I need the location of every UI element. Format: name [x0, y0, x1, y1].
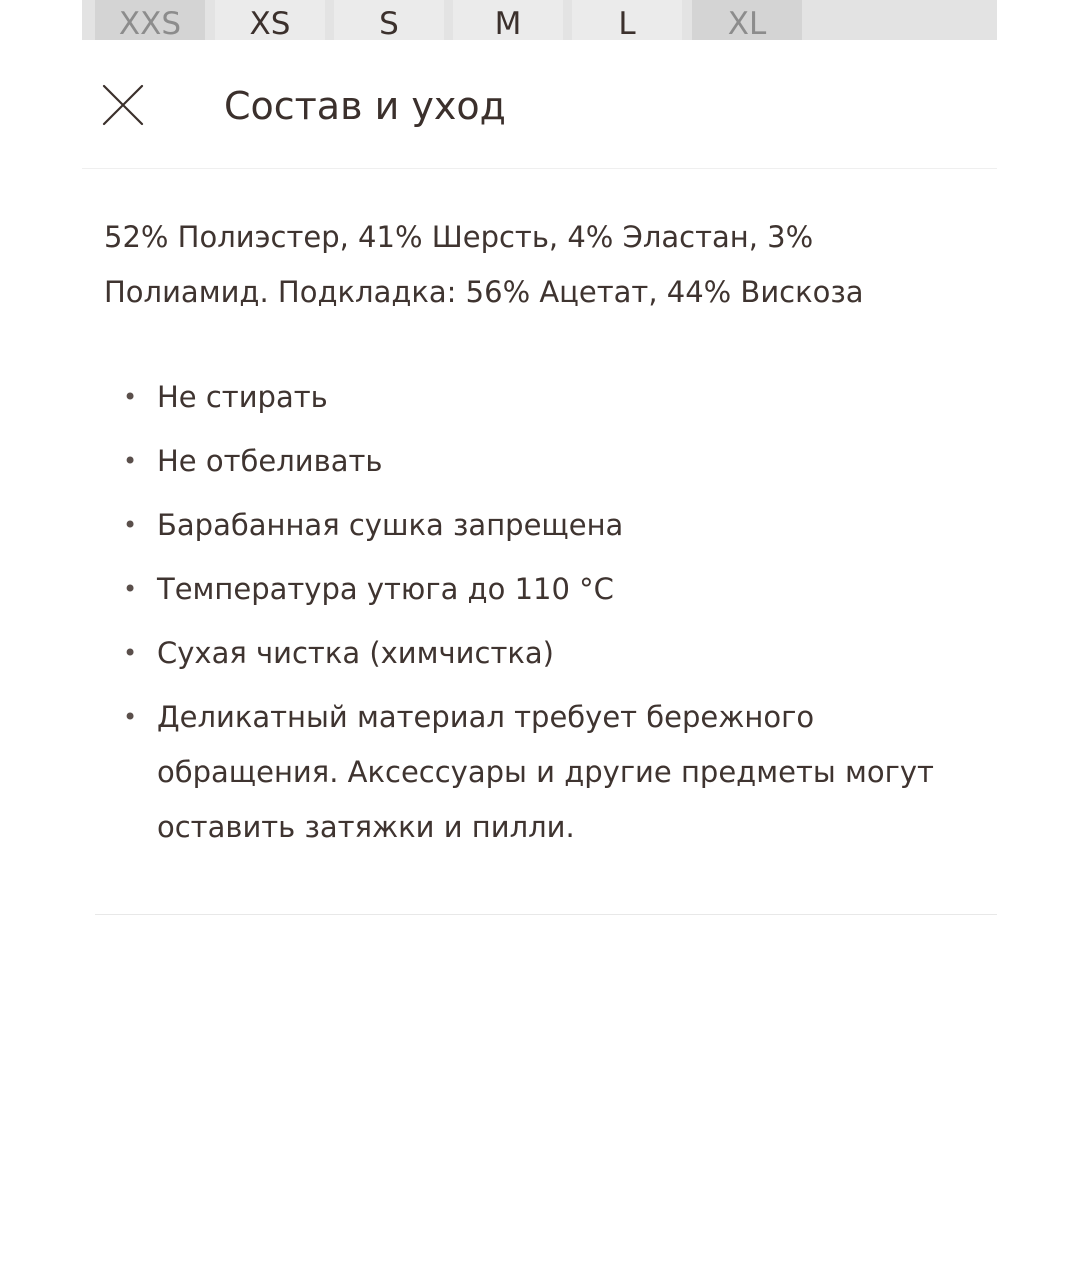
care-item-text: Не отбеливать: [157, 444, 383, 478]
size-option-s[interactable]: S: [334, 0, 444, 40]
size-option-xxs[interactable]: XXS: [95, 0, 205, 40]
size-option-m[interactable]: M: [453, 0, 563, 40]
care-list: [123, 370, 977, 864]
close-icon: [100, 82, 146, 128]
care-item-text: Температура утюга до 110 °C: [157, 572, 614, 606]
care-item: [123, 370, 977, 425]
header-divider: [82, 168, 997, 169]
size-option-l[interactable]: L: [572, 0, 682, 40]
close-button[interactable]: [100, 82, 146, 128]
care-item-text: Деликатный материал требует бережного обращения. Аксессуары и другие предметы могут оставить затяжки и пилли.: [157, 700, 934, 844]
size-option-xl[interactable]: XL: [692, 0, 802, 40]
bullet: •: [123, 511, 138, 539]
care-item: [123, 498, 977, 553]
section-divider: [95, 914, 997, 915]
composition-care-sheet: [82, 40, 997, 1280]
care-item-text: Не стирать: [157, 380, 328, 414]
care-item: [123, 434, 977, 489]
care-item: [123, 690, 977, 855]
care-item: [123, 562, 977, 617]
bullet: •: [123, 447, 138, 475]
size-option-xs[interactable]: XS: [215, 0, 325, 40]
care-item-text: Сухая чистка (химчистка): [157, 636, 554, 670]
bullet: •: [123, 383, 138, 411]
sheet-title: Состав и уход: [224, 84, 506, 128]
composition-text: 52% Полиэстер, 41% Шерсть, 4% Эластан, 3% Полиамид. Подкладка: 56% Ацетат, 44% Вискоза: [104, 220, 864, 309]
bullet: •: [123, 703, 138, 731]
bullet: •: [123, 575, 138, 603]
care-item: [123, 626, 977, 681]
care-item-text: Барабанная сушка запрещена: [157, 508, 624, 542]
bullet: •: [123, 639, 138, 667]
size-selector: [82, 0, 997, 40]
